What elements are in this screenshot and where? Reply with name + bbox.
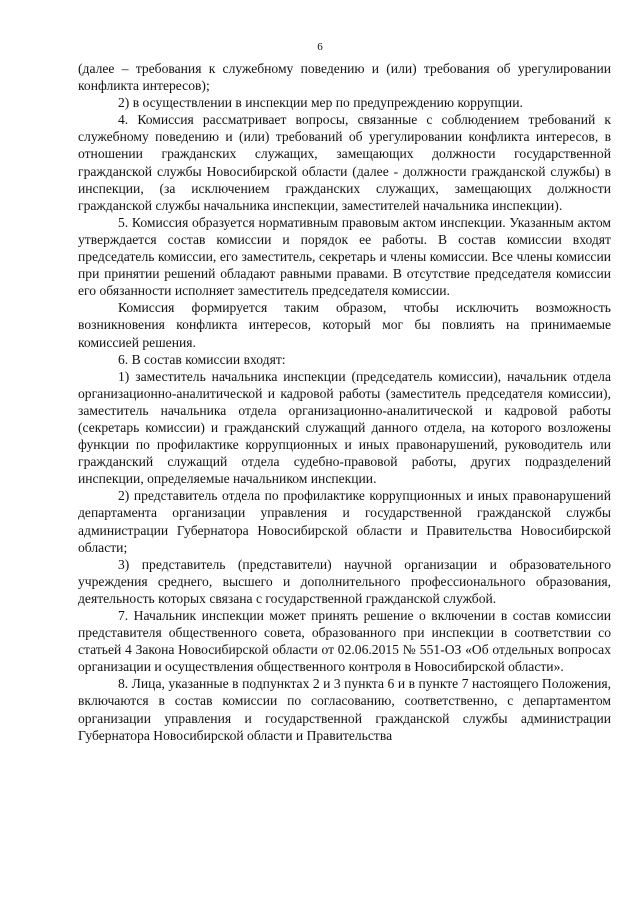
- paragraph-section-4: 4. Комиссия рассматривает вопросы, связанные с соблюдением требований к служебному поведению и (или) требований об урегулировании конфликта интересов, в отношении гражданских служащих, замещающих должности государственной гражданской службы Новосибирской области (далее - должности гражданской службы) в инспекции, (за исключением гражданских служащих, замещающих должности гражданской службы начальника инспекции, заместителей начальника инспекции).: [78, 112, 611, 213]
- paragraph-section-6: 6. В состав комиссии входят:: [118, 351, 286, 367]
- document-body: [78, 60, 611, 744]
- paragraph-item-2: 2) в осуществлении в инспекции мер по предупреждению коррупции.: [118, 95, 523, 111]
- page-number: 6: [317, 41, 323, 53]
- paragraph-section-6-item-1: 1) заместитель начальника инспекции (председатель комиссии), начальник отдела организационно-аналитической и кадровой работы (заместитель председателя комиссии), заместитель начальника отдела организационно-аналитической и кадровой работы (секретарь комиссии) и гражданский служащий данного отдела, на которого возложены функции по профилактике коррупционных и иных правонарушений, руководитель или гражданский служащий отдела судебно-правовой работы, других подразделений инспекции, определяемые начальником инспекции.: [78, 368, 611, 487]
- paragraph-section-7: 7. Начальник инспекции может принять решение о включении в состав комиссии представителя общественного совета, образованного при инспекции в соответствии со статьей 4 Закона Новосибирской области от 02.06.2015 № 551-ОЗ «Об отдельных вопросах организации и осуществления общественного контроля в Новосибирской области».: [78, 608, 611, 675]
- paragraph-section-5: 5. Комиссия образуется нормативным правовым актом инспекции. Указанным актом утверждается состав комиссии и порядок ее работы. В состав комиссии входят председатель комиссии, его заместитель, секретарь и члены комиссии. Все члены комиссии при принятии решений обладают равными правами. В отсутствие председателя комиссии его обязанности исполняет заместитель председателя комиссии.: [78, 214, 611, 299]
- paragraph-section-6-item-2: 2) представитель отдела по профилактике коррупционных и иных правонарушений департамента организации управления и государственной гражданской службы администрации Губернатора Новосибирской области и Правительства Новосибирской области;: [78, 488, 611, 555]
- paragraph-section-6-item-3: 3) представитель (представители) научной организации и образовательного учреждения среднего, высшего и дополнительного профессионального образования, деятельность которых связана с государственной гражданской службой.: [78, 556, 611, 606]
- paragraph-commission-formation: Комиссия формируется таким образом, чтобы исключить возможность возникновения конфликта интересов, который мог бы повлиять на принимаемые комиссией решения.: [78, 300, 611, 350]
- paragraph-continuation: (далее – требования к служебному поведению и (или) требования об урегулировании конфликта интересов);: [78, 61, 611, 94]
- paragraph-section-8: 8. Лица, указанные в подпунктах 2 и 3 пункта 6 и в пункте 7 настоящего Положения, включаются в состав комиссии по согласованию, соответственно, с департаментом организации управления и государственной гражданской службы администрации Губернатора Новосибирской области и Правительства: [78, 676, 611, 743]
